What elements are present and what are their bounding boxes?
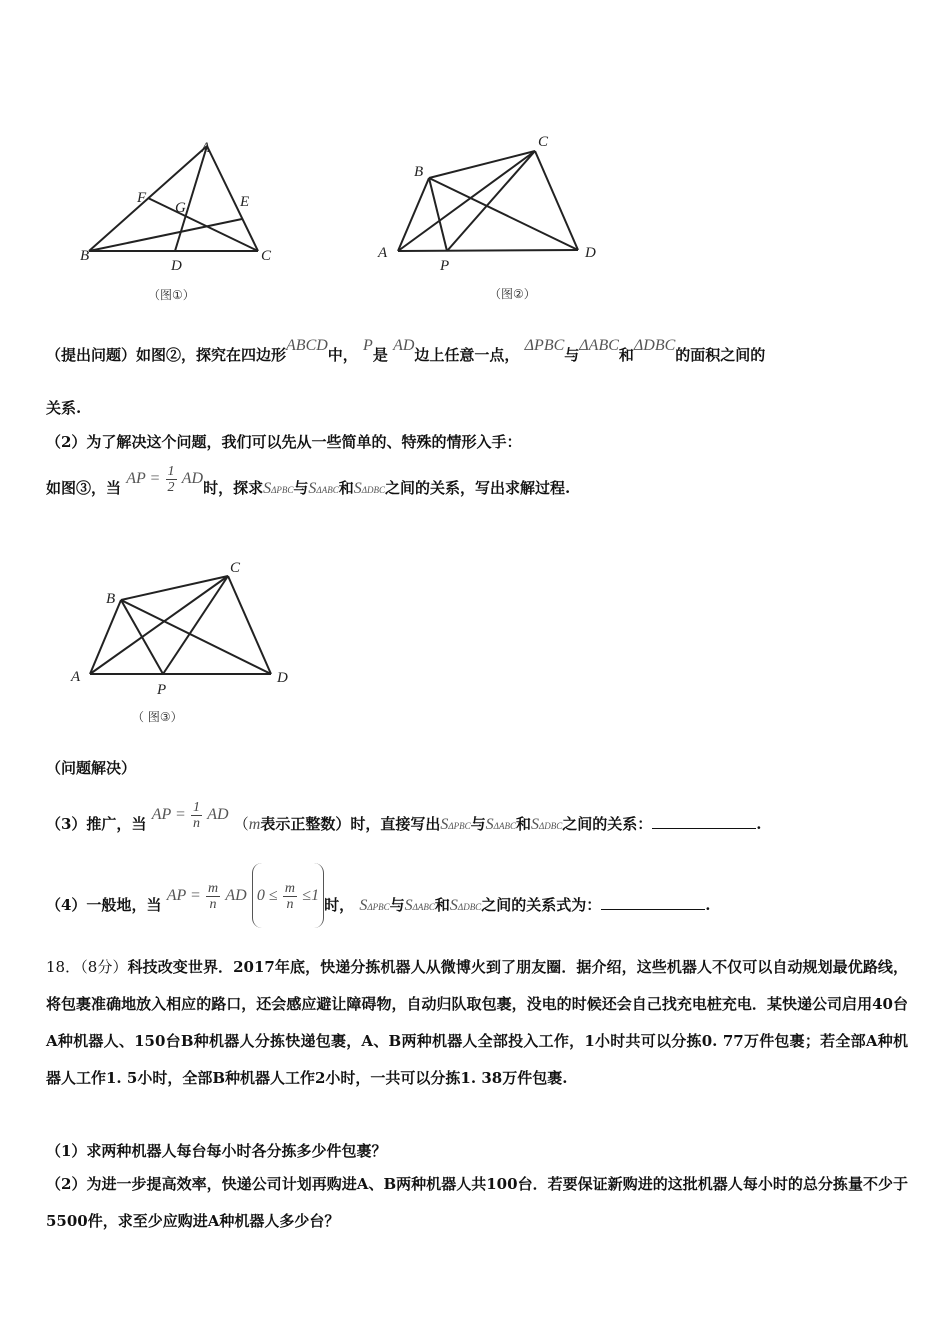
problem-18-question-2: （2）为进一步提高效率，快递公司计划再购进A、B两种机器人共100台．若要保证新购进的这批机器人每小时的总分拣量不少于5500件，求至少应购进A种机器人多少台？ — [46, 1175, 908, 1230]
problem-17-line-5: （问题解决） — [46, 759, 137, 777]
median-ad — [175, 146, 207, 251]
problem-17-line-4: 如图③，当 AP = $\frac{1}{2}$ AD时，探求SΔPBC与SΔABC和SΔDBC之间的关系，写出求解过程. — [46, 463, 571, 497]
segment-cd — [228, 576, 271, 674]
point-label: A — [378, 245, 388, 261]
figure-1 — [78, 136, 278, 306]
point-label: C — [538, 134, 549, 150]
problem-17-line-7: （4）一般地，当 AP = $\frac{m}{n}$ AD 0 ≤ $\frac{m}{n}$ ≤1时， SΔPBC与SΔABC和SΔDBC之间的关系式为： . — [46, 873, 906, 939]
condition-bracket: 0 ≤ $\frac{m}{n}$ ≤1 — [252, 863, 324, 928]
point-label: E — [240, 194, 250, 210]
point-label: B — [106, 591, 116, 607]
fraction: $\frac{m}{n}$ — [284, 880, 296, 912]
point-label: G — [175, 200, 186, 216]
diagonal-bd — [429, 178, 578, 250]
segment-pc — [447, 151, 535, 251]
problem-18-question-1: （1）求两种机器人每台每小时各分拣多少件包裹？ — [46, 1142, 387, 1160]
figure-3 — [66, 556, 306, 731]
segment-bp — [429, 178, 447, 251]
problem-18-paragraph — [46, 949, 908, 1097]
point-label: D — [585, 245, 596, 261]
answer-blank[interactable] — [652, 814, 756, 829]
answer-blank[interactable] — [601, 895, 705, 910]
problem-17-line-1: （提出问题）如图②，探究在四边形ABCD中， P是 AD边上任意一点， ΔPBC与ΔABC和ΔDBC的面积之间的 — [46, 337, 766, 364]
point-label: B — [80, 248, 90, 264]
point-label: A — [201, 140, 211, 156]
problem-17-line-2: 关系. — [46, 399, 82, 417]
point-label: D — [171, 258, 182, 274]
point-label: D — [277, 670, 288, 686]
problem-18-number: 18．（8分） — [46, 958, 128, 976]
fraction: $\frac{1}{n}$ — [192, 799, 200, 831]
fraction: $\frac{1}{2}$ — [167, 463, 175, 495]
fraction: $\frac{m}{n}$ — [207, 880, 219, 912]
point-label: F — [137, 190, 147, 206]
point-label: C — [230, 560, 241, 576]
point-label: P — [440, 258, 450, 274]
point-label: C — [261, 248, 272, 264]
figure-2-diagram — [374, 130, 604, 305]
figure-caption: （图②） — [489, 287, 536, 301]
segment-ad — [398, 250, 578, 251]
segment-ac — [207, 146, 258, 251]
point-label: P — [157, 682, 167, 698]
figure-caption: （图①） — [148, 288, 195, 302]
problem-17-line-6: （3）推广，当 AP = $\frac{1}{n}$ AD （m表示正整数）时，直接写出SΔPBC与SΔABC和SΔDBC之间的关系： . — [46, 799, 762, 833]
problem-17-line-3: （2）为了解决这个问题，我们可以先从一些简单的、特殊的情形入手： — [46, 433, 522, 451]
segment-cd — [535, 151, 578, 250]
median-be — [89, 219, 242, 251]
problem-18-text: 科技改变世界．2017年底，快递分拣机器人从微博火到了朋友圈．据介绍，这些机器人不仅可以自动规划最优路线，将包裹准确地放入相应的路口，还会感应避让障碍物，自动归队取包裹，没电的时候还会自己找充电桩充电．某快递公司启用40台A种机器人、150台B种机器人分拣快递包裹，A、B两种机器人全部投入工作，1小时共可以分拣0. 77万件包裹；若全部A种机器人工作1. 5小时，全部B种机器人工作2小时，一共可以分拣1. 38万件包裹. — [46, 958, 908, 1087]
point-label: A — [71, 669, 81, 685]
point-label: B — [414, 164, 424, 180]
figure-1-diagram — [78, 136, 278, 306]
segment-bc — [429, 151, 535, 178]
figure-2 — [374, 130, 604, 305]
figure-3-diagram — [66, 556, 306, 731]
figure-caption: （ 图③） — [132, 710, 183, 724]
